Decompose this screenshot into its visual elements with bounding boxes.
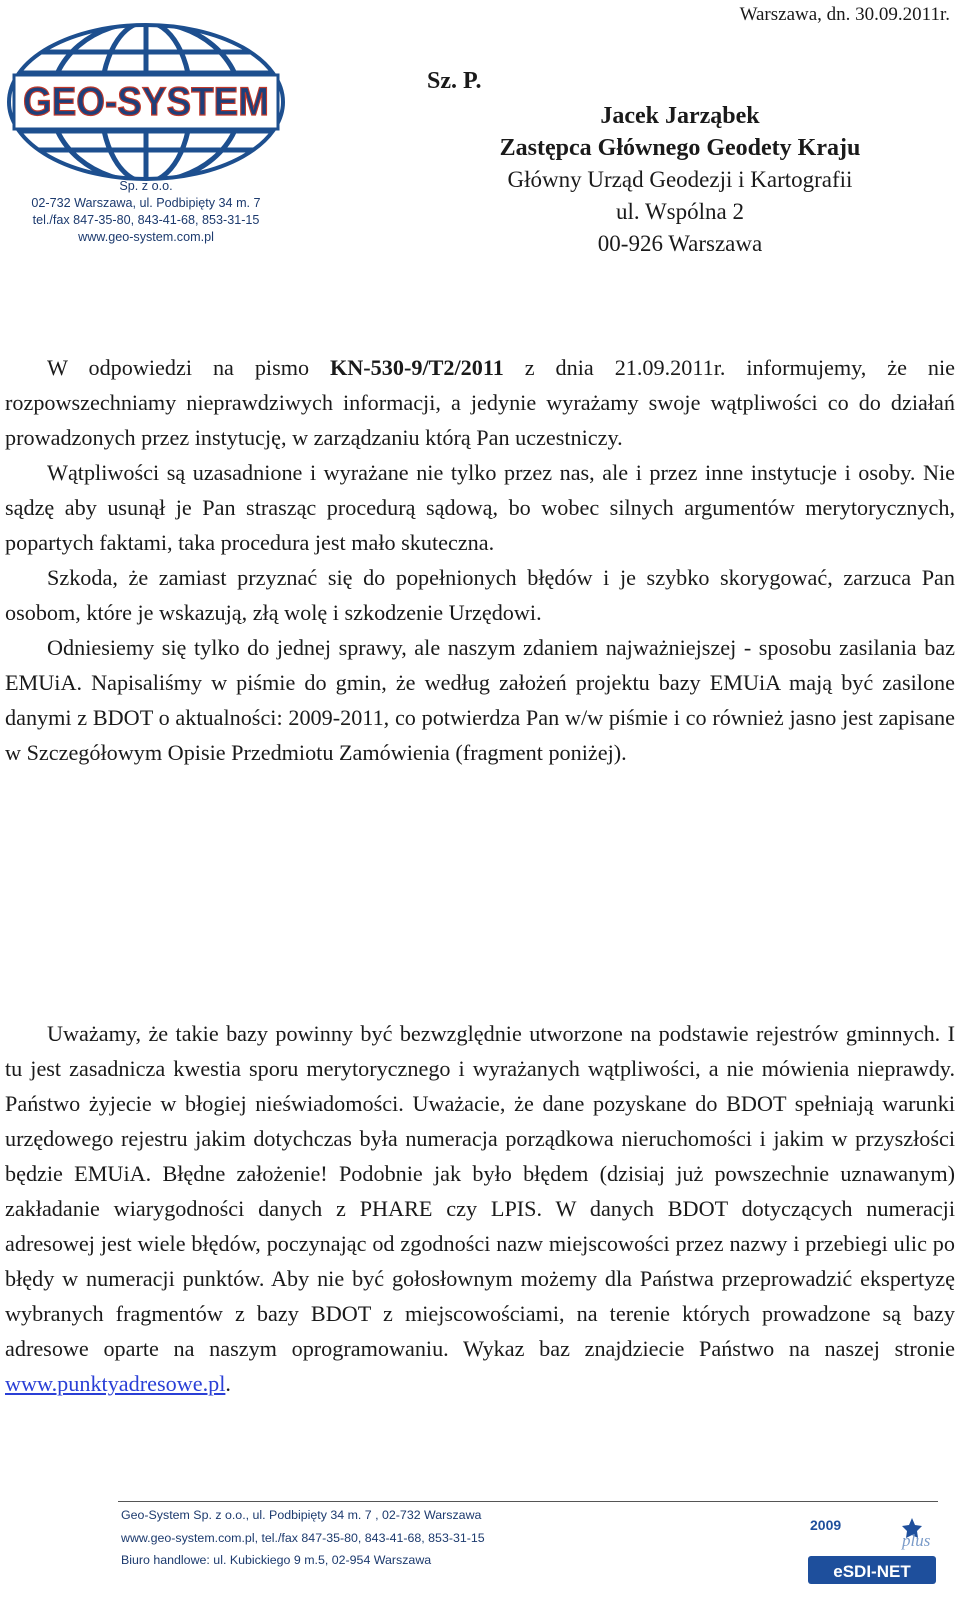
letter-reference: KN-530-9/T2/2011 [330,355,504,380]
addressee-office: Główny Urząd Geodezji i Kartografii [507,167,853,192]
footer-line-1: Geo-System Sp. z o.o., ul. Podbipięty 34 m. 7 , 02-732 Warszawa [121,1508,482,1522]
paragraph-5 [5,1016,955,1401]
paragraph-5-text: Uważamy, że takie bazy powinny być bezwzględnie utworzone na podstawie rejestrów gminnych. I tu jest zasadnicza kwestia sporu merytorycznego i wyrażanych wątpliwości, a nie mówienia nieprawdy. Państwo żyjecie w błogiej nieświadomości. Uważacie, że dane pozyskane do BDOT spełniają warunki urzędowego rejestru jakim dotychczas była numeracja porządkowa nieruchomości i jakim w przyszłości będzie EMUiA. Błędne założenie! Podobnie jak było błędem (dzisiaj już powszechnie uznawanym) zakładanie wiarygodności danych z PHARE czy LPIS. W danych BDOT dotyczących numeracji adresowej jest wiele błędów, poczynając od zgodności nazw miejscowości przez nazwy i przebiegi ulic po błędy w numeracji punktów. Aby nie być gołosłownym możemy dla Państwa przeprowadzić ekspertyzę wybranych fragmentów z bazy BDOT z miejscowościami, na terenie których prowadzone są bazy adresowe oparte na naszym oprogramowaniu. Wykaz baz znajdziecie Państwo na naszej stronie [5,1021,955,1361]
esdi-net-badge [800,1510,940,1600]
badge-year: 2009 [810,1517,842,1533]
paragraph-1 [5,350,955,455]
badge-name: eSDI-NET [833,1562,911,1581]
company-details [4,178,288,246]
website-link[interactable]: www.punktyadresowe.pl [5,1371,226,1396]
geo-system-logo [4,20,288,182]
addressee-title: Zastępca Głównego Geodety Kraju [499,135,861,161]
badge-plus: plus [902,1531,931,1550]
addressee-street: ul. Wspólna 2 [616,199,744,224]
letter-body-lower [5,1016,955,1401]
footer-line-2: www.geo-system.com.pl, tel./fax 847-35-80, 843-41-68, 853-31-15 [121,1530,485,1545]
company-address: 02-732 Warszawa, ul. Podbipięty 34 m. 7 [31,196,261,210]
logo-text: GEO-SYSTEM [23,80,269,124]
addressee-name: Jacek Jarząbek [600,103,760,129]
footer [121,1504,485,1572]
addressee-city: 00-926 Warszawa [597,231,763,256]
paragraph-5-end: . [225,1371,231,1396]
letter-body-upper [5,350,955,770]
paragraph-2: Wątpliwości są uzasadnione i wyrażane nie tylko przez nas, ale i przez inne instytucje i osoby. Nie sądzę aby usunął je Pan strasząc procedurą sądową, bo wobec silnych argumentów merytorycznych, popartych faktami, taka procedura jest mało skuteczna. [5,460,955,555]
date-line: Warszawa, dn. 30.09.2011r. [739,4,950,25]
company-phones: tel./fax 847-35-80, 843-41-68, 853-31-15 [32,213,260,227]
company-website: www.geo-system.com.pl [78,230,214,244]
paragraph-4: Odniesiemy się tylko do jednej sprawy, ale naszym zdaniem najważniejszej - sposobu zasilania baz EMUiA. Napisaliśmy w piśmie do gmin, że według założeń projektu bazy EMUiA mają być zasilone danymi z BDOT o aktualności: 2009-2011, co potwierdza Pan w/w piśmie i co również jasno jest zapisane w Szczegółowym Opisie Przedmiotu Zamówienia (fragment poniżej). [5,635,955,765]
salutation: Sz. P. [427,68,482,94]
footer-line-3: Biuro handlowe: ul. Kubickiego 9 m.5, 02-954 Warszawa [121,1553,432,1567]
addressee-block [440,100,920,260]
paragraph-3: Szkoda, że zamiast przyznać się do popełnionych błędów i je szybko skorygować, zarzuca Pan osobom, które je wskazują, złą wolę i szkodzenie Urzędowi. [5,565,955,625]
footer-divider [118,1501,938,1502]
paragraph-1-end: z dnia 21.09.2011r. informujemy, że nie rozpowszechniamy nieprawdziwych informacji, a jedynie wyrażamy swoje wątpliwości co do działań prowadzonych przez instytucję, w zarządzaniu którą Pan uczestniczy. [5,355,956,450]
company-form: Sp. z o.o. [119,179,173,193]
paragraph-1-start: W odpowiedzi na pismo [47,355,331,380]
